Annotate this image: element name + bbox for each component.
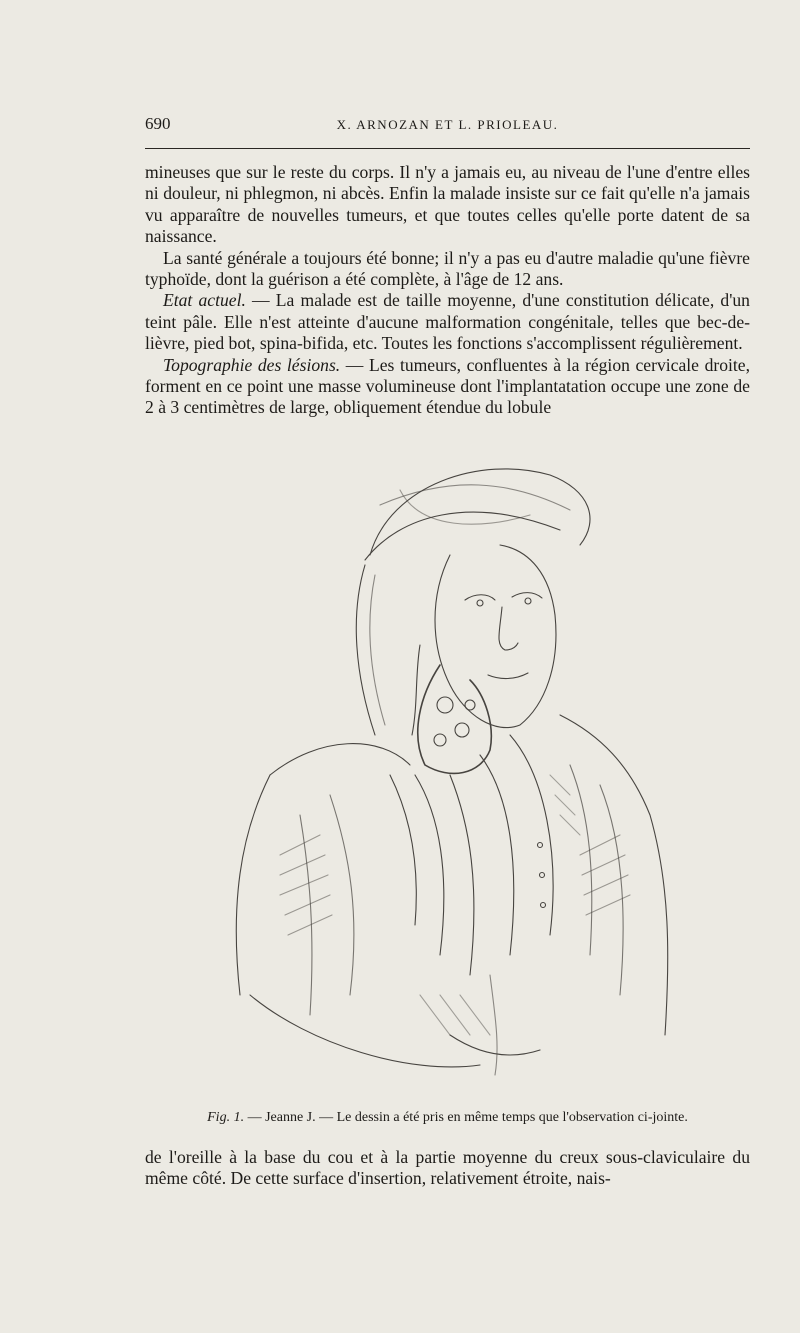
paragraph-text: La santé générale a toujours été bonne; il n'y a pas eu d'autre maladie qu'une fièvre typhoïde, dont la guérison a été complète, à l'âge de 12 ans.	[145, 247, 750, 290]
paragraph-text: — Les tumeurs, confluentes à la région cervicale droite, forment en ce point une masse volumineuse dont l'implantatation occupe une zone de 2 à 3 centimètres de large, obliquement étendue du lobule	[145, 354, 750, 418]
paragraph	[145, 248, 750, 291]
running-head: X. ARNOZAN ET L. PRIOLEAU.	[336, 117, 559, 132]
section-lead: Topographie des lésions.	[163, 354, 341, 375]
portrait-sketch	[150, 435, 750, 1095]
body-text-bottom	[145, 1147, 750, 1190]
paragraph	[145, 290, 750, 354]
page-number: 690	[145, 114, 171, 133]
paragraph-text: — La malade est de taille moyenne, d'une constitution délicate, d'un teint pâle. Elle n'est atteinte d'aucune malformation congénitale, telles que bec-de-lièvre, pied bot, spina-bifida, etc. Toutes les fonctions s'accomplissent régulièrement.	[145, 290, 750, 354]
figure-illustration	[150, 435, 750, 1095]
body-text-top	[145, 162, 750, 419]
paragraph	[145, 1147, 750, 1190]
page-header	[145, 114, 750, 138]
caption-text: — Jeanne J. — Le dessin a été pris en même temps que l'observation ci-jointe.	[244, 1110, 688, 1125]
paragraph-text: mineuses que sur le reste du corps. Il n'y a jamais eu, au niveau de l'une d'entre elles ni douleur, ni phlegmon, ni abcès. Enfin la malade insiste sur ce fait qu'elle n'a jamais vu apparaître de nouvelles tumeurs, et que toutes celles qu'elle porte datent de sa naissance.	[145, 162, 750, 247]
paragraph	[145, 355, 750, 419]
paragraph	[145, 162, 750, 248]
figure-label: Fig. 1.	[207, 1110, 245, 1125]
figure-caption	[145, 1110, 750, 1126]
paragraph-text: de l'oreille à la base du cou et à la partie moyenne du creux sous-claviculaire du même côté. De cette surface d'insertion, relativement étroite, nais-	[145, 1147, 750, 1189]
header-rule	[145, 148, 750, 149]
section-lead: Etat actuel.	[163, 290, 246, 311]
